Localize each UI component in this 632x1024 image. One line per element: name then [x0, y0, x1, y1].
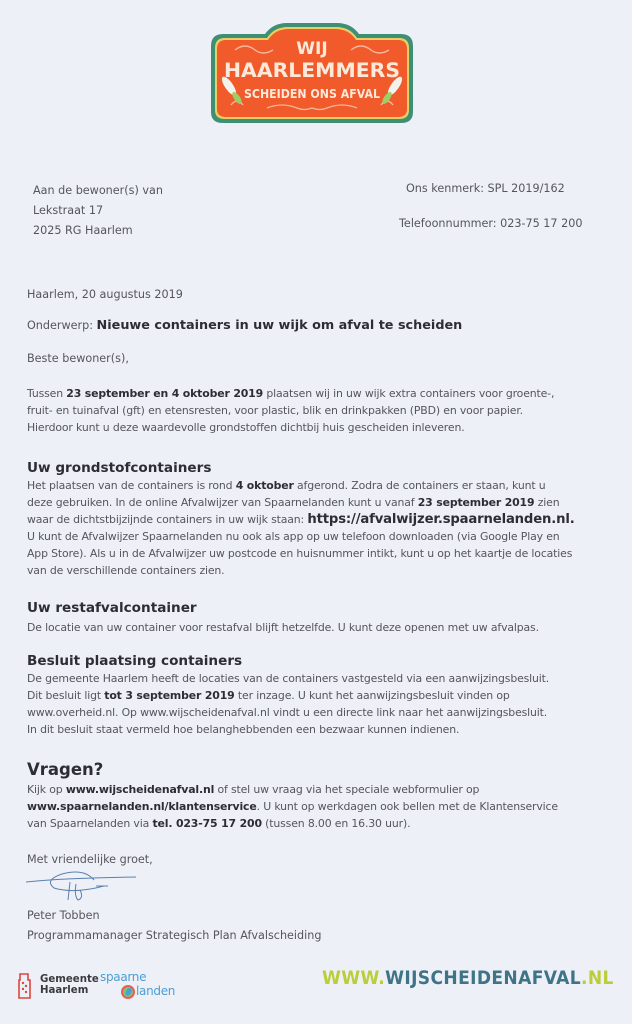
gemeente-line2: Haarlem [40, 985, 89, 996]
restafval-line1: De locatie van uw container voor restafval blijft hetzelfde. U kunt deze openen met uw afvalpas. [27, 621, 539, 634]
vragen-paragraph [27, 781, 558, 832]
logo-line2: HAARLEMMERS [224, 59, 400, 82]
besluit-date: tot 3 september 2019 [104, 689, 235, 702]
salutation: Beste bewoner(s), [27, 352, 129, 365]
vragen-text: van Spaarnelanden via [27, 817, 153, 830]
recipient-address [33, 181, 163, 241]
besluit-line4: In dit besluit staat vermeld hoe belanghebbenden een bezwaar kunnen indienen. [27, 723, 460, 736]
subject-label: Onderwerp: [27, 319, 97, 332]
footer-url[interactable] [322, 967, 614, 989]
grondstof-line4: U kunt de Afvalwijzer Spaarnelanden nu ook als app op uw telefoon downloaden (via Google Play en [27, 530, 560, 543]
grondstof-text: afgerond. Zodra de containers er staan, kunt u [293, 479, 546, 492]
besluit-paragraph [27, 670, 549, 738]
recipient-city: 2025 RG Haarlem [33, 224, 133, 237]
besluit-line3: www.overheid.nl. Op www.wijscheidenafval.nl vindt u een directe link naar het aanwijzingsbesluit. [27, 706, 548, 719]
spaarnelanden-leaf-icon [120, 984, 136, 1000]
signer [27, 906, 321, 946]
subject-line [27, 318, 462, 333]
grondstof-text: deze gebruiken. In de online Afvalwijzer van Spaarnelanden kunt u vanaf [27, 496, 418, 509]
grondstof-paragraph [27, 477, 575, 579]
besluit-text: ter inzage. U kunt het aanwijzingsbesluit vinden op [234, 689, 510, 702]
gemeente-haarlem-logo [17, 972, 97, 1002]
heading-grondstofcontainers: Uw grondstofcontainers [27, 460, 212, 476]
afvalwijzer-link[interactable]: https://afvalwijzer.spaarnelanden.nl. [307, 512, 575, 527]
besluit-line1: De gemeente Haarlem heeft de locaties van de containers vastgesteld via een aanwijzingsbesluit. [27, 672, 550, 685]
vragen-text: Kijk op [27, 783, 66, 796]
heading-restafvalcontainer: Uw restafvalcontainer [27, 600, 197, 616]
spaarne-line2: landen [136, 984, 176, 998]
intro-line3: Hierdoor kunt u deze waardevolle grondstoffen dichtbij huis gescheiden inleveren. [27, 421, 465, 434]
recipient-street: Lekstraat 17 [33, 204, 104, 217]
signer-title: Programmamanager Strategisch Plan Afvalscheiding [27, 929, 322, 942]
vragen-text: . U kunt op werkdagen ook bellen met de Klantenservice [256, 800, 558, 813]
footer-url-suffix: .NL [581, 967, 614, 989]
besluit-text: Dit besluit ligt [27, 689, 105, 702]
restafval-paragraph [27, 619, 539, 636]
reference-kenmerk: Ons kenmerk: SPL 2019/162 [406, 182, 565, 195]
recipient-line1: Aan de bewoner(s) van [33, 184, 163, 197]
letter-date: Haarlem, 20 augustus 2019 [27, 288, 183, 301]
spaarnelanden-logo [100, 970, 190, 1004]
grondstof-line5: App Store). Als u in de Afvalwijzer uw postcode en huisnummer intikt, kunt u op het kaartje de locaties [27, 547, 573, 560]
logo-line3: SCHEIDEN ONS AFVAL [244, 86, 381, 101]
grondstof-date: 4 oktober [235, 479, 294, 492]
signature-icon [24, 870, 144, 906]
closing: Met vriendelijke groet, [27, 853, 153, 866]
intro-dates: 23 september en 4 oktober 2019 [66, 387, 264, 400]
vragen-text: of stel uw vraag via het speciale webformulier op [214, 783, 480, 796]
klantenservice-link[interactable]: www.spaarnelanden.nl/klantenservice [27, 800, 257, 813]
footer-url-prefix: WWW. [322, 967, 386, 989]
wijscheidenafval-link[interactable]: www.wijscheidenafval.nl [65, 783, 215, 796]
grondstof-date: 23 september 2019 [417, 496, 535, 509]
phone-number: tel. 023-75 17 200 [152, 817, 262, 830]
logo-line1: WIJ [296, 39, 328, 59]
footer-url-main: WIJSCHEIDENAFVAL [385, 967, 582, 989]
logo-badge-icon [207, 20, 417, 126]
reference-telefoon: Telefoonnummer: 023-75 17 200 [399, 217, 583, 230]
heading-besluit: Besluit plaatsing containers [27, 653, 243, 669]
heading-vragen: Vragen? [27, 760, 104, 779]
intro-line2: fruit- en tuinafval (gft) en etensresten, voor plastic, blik en drinkpakken (PBD) en voor papier. [27, 404, 523, 417]
gemeente-line1: Gemeente [40, 974, 99, 985]
gemeente-haarlem-crest-icon [17, 972, 31, 1000]
intro-paragraph [27, 385, 554, 436]
grondstof-text: waar de dichtstbijzijnde containers in uw wijk staan: [27, 513, 308, 526]
grondstof-text: Het plaatsen van de containers is rond [27, 479, 236, 492]
spaarne-line1: spaarne [100, 970, 147, 984]
signer-name: Peter Tobben [27, 909, 100, 922]
intro-text: plaatsen wij in uw wijk extra containers voor groente-, [263, 387, 555, 400]
grondstof-line6: van de verschillende containers zien. [27, 564, 225, 577]
subject-text: Nieuwe containers in uw wijk om afval te scheiden [96, 318, 463, 333]
vragen-text: (tussen 8.00 en 16.30 uur). [261, 817, 411, 830]
wij-haarlemmers-logo [207, 20, 417, 126]
intro-text: Tussen [27, 387, 67, 400]
grondstof-text: zien [534, 496, 560, 509]
